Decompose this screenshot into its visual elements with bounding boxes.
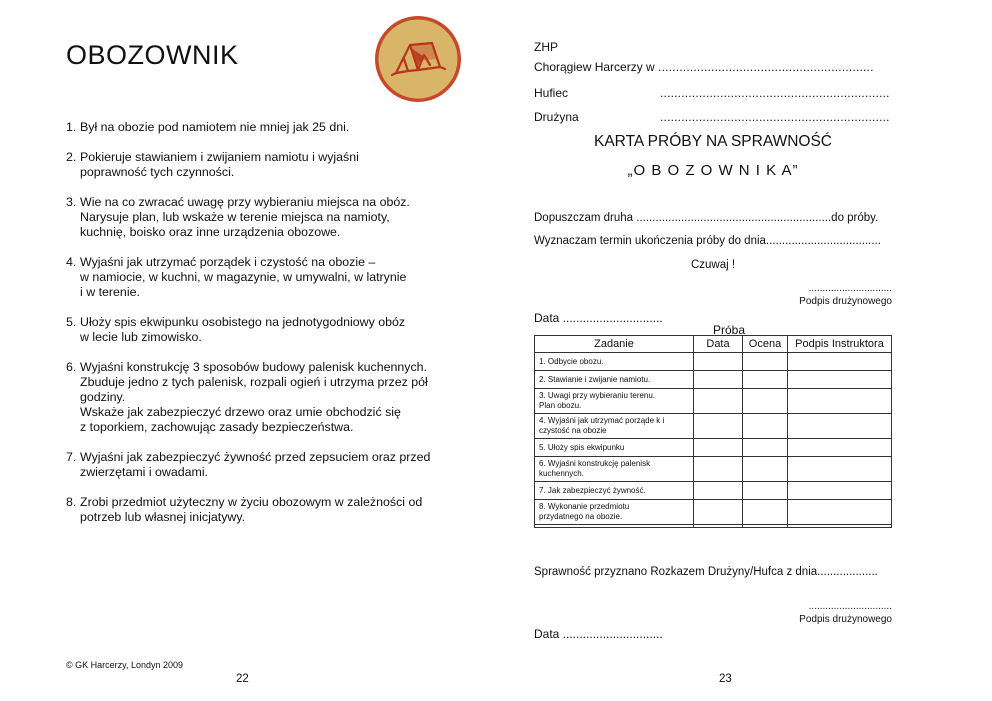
date-cell[interactable] xyxy=(694,500,743,525)
requirement-item xyxy=(66,120,446,135)
deadline-line: Wyznaczam termin ukończenia próby do dnia.................................... xyxy=(534,235,881,247)
card-title: KARTA PRÓBY NA SPRAWNOŚĆ xyxy=(593,133,833,150)
task-text: Plan obozu. xyxy=(539,401,582,410)
choragiew-field xyxy=(534,60,874,74)
requirement-number: 5. xyxy=(66,315,77,329)
requirement-line: godziny. xyxy=(80,390,126,404)
requirement-text xyxy=(80,450,430,480)
table-row xyxy=(535,439,892,457)
date-cell[interactable] xyxy=(694,353,743,371)
requirement-text xyxy=(80,195,410,240)
signature-label-2: Podpis drużynowego xyxy=(799,614,892,625)
requirement-line: Wie na co zwracać uwagę przy wybieraniu miejsca na obóz. xyxy=(80,195,410,209)
task-text: 6. Wyjaśni konstrukcję palenisk xyxy=(539,459,651,468)
requirement-line: Zrobi przedmiot użyteczny w życiu obozowym w zależności od xyxy=(80,495,423,509)
task-cell xyxy=(535,500,694,525)
task-cell xyxy=(535,457,694,482)
awarded-line: Sprawność przyznano Rozkazem Drużyny/Hufca z dnia................... xyxy=(534,566,878,578)
requirement-line: Wskaże jak zabezpieczyć drzewo oraz umie obchodzić się xyxy=(80,405,401,419)
requirement-line: i w terenie. xyxy=(80,285,140,299)
filler-cell xyxy=(743,525,788,528)
requirement-item xyxy=(66,360,446,435)
signature-label-1: Podpis drużynowego xyxy=(799,296,892,307)
requirement-line: poprawność tych czynności. xyxy=(80,165,235,179)
org-label: ZHP xyxy=(534,40,558,54)
requirement-line: Zbuduje jedno z tych palenisk, rozpali ogień i utrzyma przez pół xyxy=(80,375,428,389)
date-line-2: Data .............................. xyxy=(534,627,663,641)
header-date: Data xyxy=(694,336,743,353)
tent-icon xyxy=(374,15,462,103)
signature-cell[interactable] xyxy=(788,457,892,482)
copyright-note: © GK Harcerzy, Londyn 2009 xyxy=(66,660,184,670)
task-cell xyxy=(535,414,694,439)
choragiew-blank: ............................................................. xyxy=(658,60,874,74)
requirement-line: z toporkiem, zachowując zasady bezpieczeństwa. xyxy=(80,420,354,434)
druzyna-field xyxy=(534,110,890,124)
requirement-item xyxy=(66,315,446,345)
task-text: 1. Odbycie obozu. xyxy=(539,356,604,366)
date-cell[interactable] xyxy=(694,414,743,439)
requirement-item xyxy=(66,195,446,240)
signature-blank-2: .............................. xyxy=(808,601,892,612)
table-row xyxy=(535,482,892,500)
requirement-text xyxy=(80,360,428,435)
requirement-number: 8. xyxy=(66,495,77,509)
requirement-line: w namiocie, w kuchni, w magazynie, w umywalni, w latrynie xyxy=(80,270,407,284)
requirement-line: Wyjaśni jak utrzymać porządek i czystość na obozie – xyxy=(80,255,376,269)
hufiec-blank: ................................................................. xyxy=(660,86,890,100)
requirements-list xyxy=(66,120,446,540)
signature-cell[interactable] xyxy=(788,500,892,525)
requirement-text xyxy=(80,120,349,135)
task-text: 7. Jak zabezpieczyć żywność. xyxy=(539,485,646,495)
requirement-text xyxy=(80,315,405,345)
druzyna-blank: ................................................................. xyxy=(660,110,890,124)
badge-emblem xyxy=(374,15,462,103)
table-row xyxy=(535,371,892,389)
table-row xyxy=(535,414,892,439)
date-line-1: Data .............................. xyxy=(534,311,663,325)
table-filler-row xyxy=(535,525,892,528)
hufiec-label: Hufiec xyxy=(534,86,569,100)
header-signature: Podpis Instruktora xyxy=(788,336,892,353)
requirement-text xyxy=(80,255,406,300)
requirement-number: 2. xyxy=(66,150,77,164)
card-subtitle: „O B O Z O W N I K A” xyxy=(627,162,799,179)
signature-cell[interactable] xyxy=(788,353,892,371)
requirement-item xyxy=(66,450,446,480)
task-text: 2. Stawianie i zwijanie namiotu. xyxy=(539,374,651,384)
signature-blank-1: .............................. xyxy=(808,283,892,294)
task-cell xyxy=(535,371,694,389)
druzyna-label: Drużyna xyxy=(534,110,579,124)
filler-cell xyxy=(788,525,892,528)
task-text: kuchennych. xyxy=(539,469,584,478)
signature-cell[interactable] xyxy=(788,482,892,500)
requirement-text xyxy=(80,495,422,525)
requirement-line: Pokieruje stawianiem i zwijaniem namiotu i wyjaśni xyxy=(80,150,359,164)
requirement-line: zwierzętami i owadami. xyxy=(80,465,209,479)
grade-cell[interactable] xyxy=(743,353,788,371)
task-cell xyxy=(535,389,694,414)
grade-cell[interactable] xyxy=(743,371,788,389)
requirement-line: Ułoży spis ekwipunku osobistego na jednotygodniowy obóz xyxy=(80,315,406,329)
task-text: 3. Uwagi przy wybieraniu terenu. xyxy=(539,391,656,400)
task-cell xyxy=(535,482,694,500)
task-text: 8. Wykonanie przedmiotu xyxy=(539,502,630,511)
trial-table xyxy=(534,335,892,528)
task-text: czystość na obozie xyxy=(539,426,607,435)
requirement-number: 6. xyxy=(66,360,77,374)
requirement-number: 4. xyxy=(66,255,77,269)
date-cell[interactable] xyxy=(694,371,743,389)
task-cell xyxy=(535,439,694,457)
signature-cell[interactable] xyxy=(788,414,892,439)
grade-cell[interactable] xyxy=(743,457,788,482)
page-number-right: 23 xyxy=(719,673,732,685)
task-cell xyxy=(535,353,694,371)
filler-cell xyxy=(535,525,694,528)
requirement-line: Narysuje plan, lub wskaże w terenie miejsca na namioty, xyxy=(80,210,390,224)
table-row xyxy=(535,353,892,371)
date-cell[interactable] xyxy=(694,389,743,414)
requirement-number: 7. xyxy=(66,450,77,464)
signature-cell[interactable] xyxy=(788,389,892,414)
grade-cell[interactable] xyxy=(743,482,788,500)
requirement-line: potrzeb lub własnej inicjatywy. xyxy=(80,510,246,524)
requirement-number: 1. xyxy=(66,120,77,134)
requirement-item xyxy=(66,150,446,180)
requirement-item xyxy=(66,255,446,300)
table-row xyxy=(535,389,892,414)
date-cell[interactable] xyxy=(694,482,743,500)
signature-cell[interactable] xyxy=(788,439,892,457)
grade-cell[interactable] xyxy=(743,439,788,457)
header-task: Zadanie xyxy=(535,336,694,353)
requirement-text xyxy=(80,150,359,180)
greeting: Czuwaj ! xyxy=(690,259,736,271)
grade-cell[interactable] xyxy=(743,500,788,525)
requirement-number: 3. xyxy=(66,195,77,209)
hufiec-field xyxy=(534,86,890,100)
requirement-line: Wyjaśni jak zabezpieczyć żywność przed zepsuciem oraz przed xyxy=(80,450,431,464)
grade-cell[interactable] xyxy=(743,389,788,414)
requirement-line: w lecie lub zimowisko. xyxy=(80,330,202,344)
requirement-line: Był na obozie pod namiotem nie mniej jak 25 dni. xyxy=(80,120,350,134)
task-text: przydatnego na obozie. xyxy=(539,512,623,521)
requirement-line: Wyjaśni konstrukcję 3 sposobów budowy palenisk kuchennych. xyxy=(80,360,428,374)
admit-line: Dopuszczam druha .............................................................do próby. xyxy=(534,212,879,224)
table-row xyxy=(535,500,892,525)
page-number-left: 22 xyxy=(236,673,249,685)
header-grade: Ocena xyxy=(743,336,788,353)
choragiew-label: Chorągiew Harcerzy w xyxy=(534,60,655,74)
task-text: 5. Ułoży spis ekwipunku xyxy=(539,442,625,452)
grade-cell[interactable] xyxy=(743,414,788,439)
table-header-row xyxy=(535,336,892,353)
task-text: 4. Wyjaśni jak utrzymać porząde k i xyxy=(539,416,665,425)
requirement-item xyxy=(66,495,446,525)
table-group-header: Próba xyxy=(713,323,746,337)
filler-cell xyxy=(694,525,743,528)
table-row xyxy=(535,457,892,482)
date-cell[interactable] xyxy=(694,457,743,482)
date-cell[interactable] xyxy=(694,439,743,457)
requirement-line: kuchnię, boisko oraz inne urządzenia obozowe. xyxy=(80,225,341,239)
page-title: OBOZOWNIK xyxy=(66,40,239,70)
signature-cell[interactable] xyxy=(788,371,892,389)
